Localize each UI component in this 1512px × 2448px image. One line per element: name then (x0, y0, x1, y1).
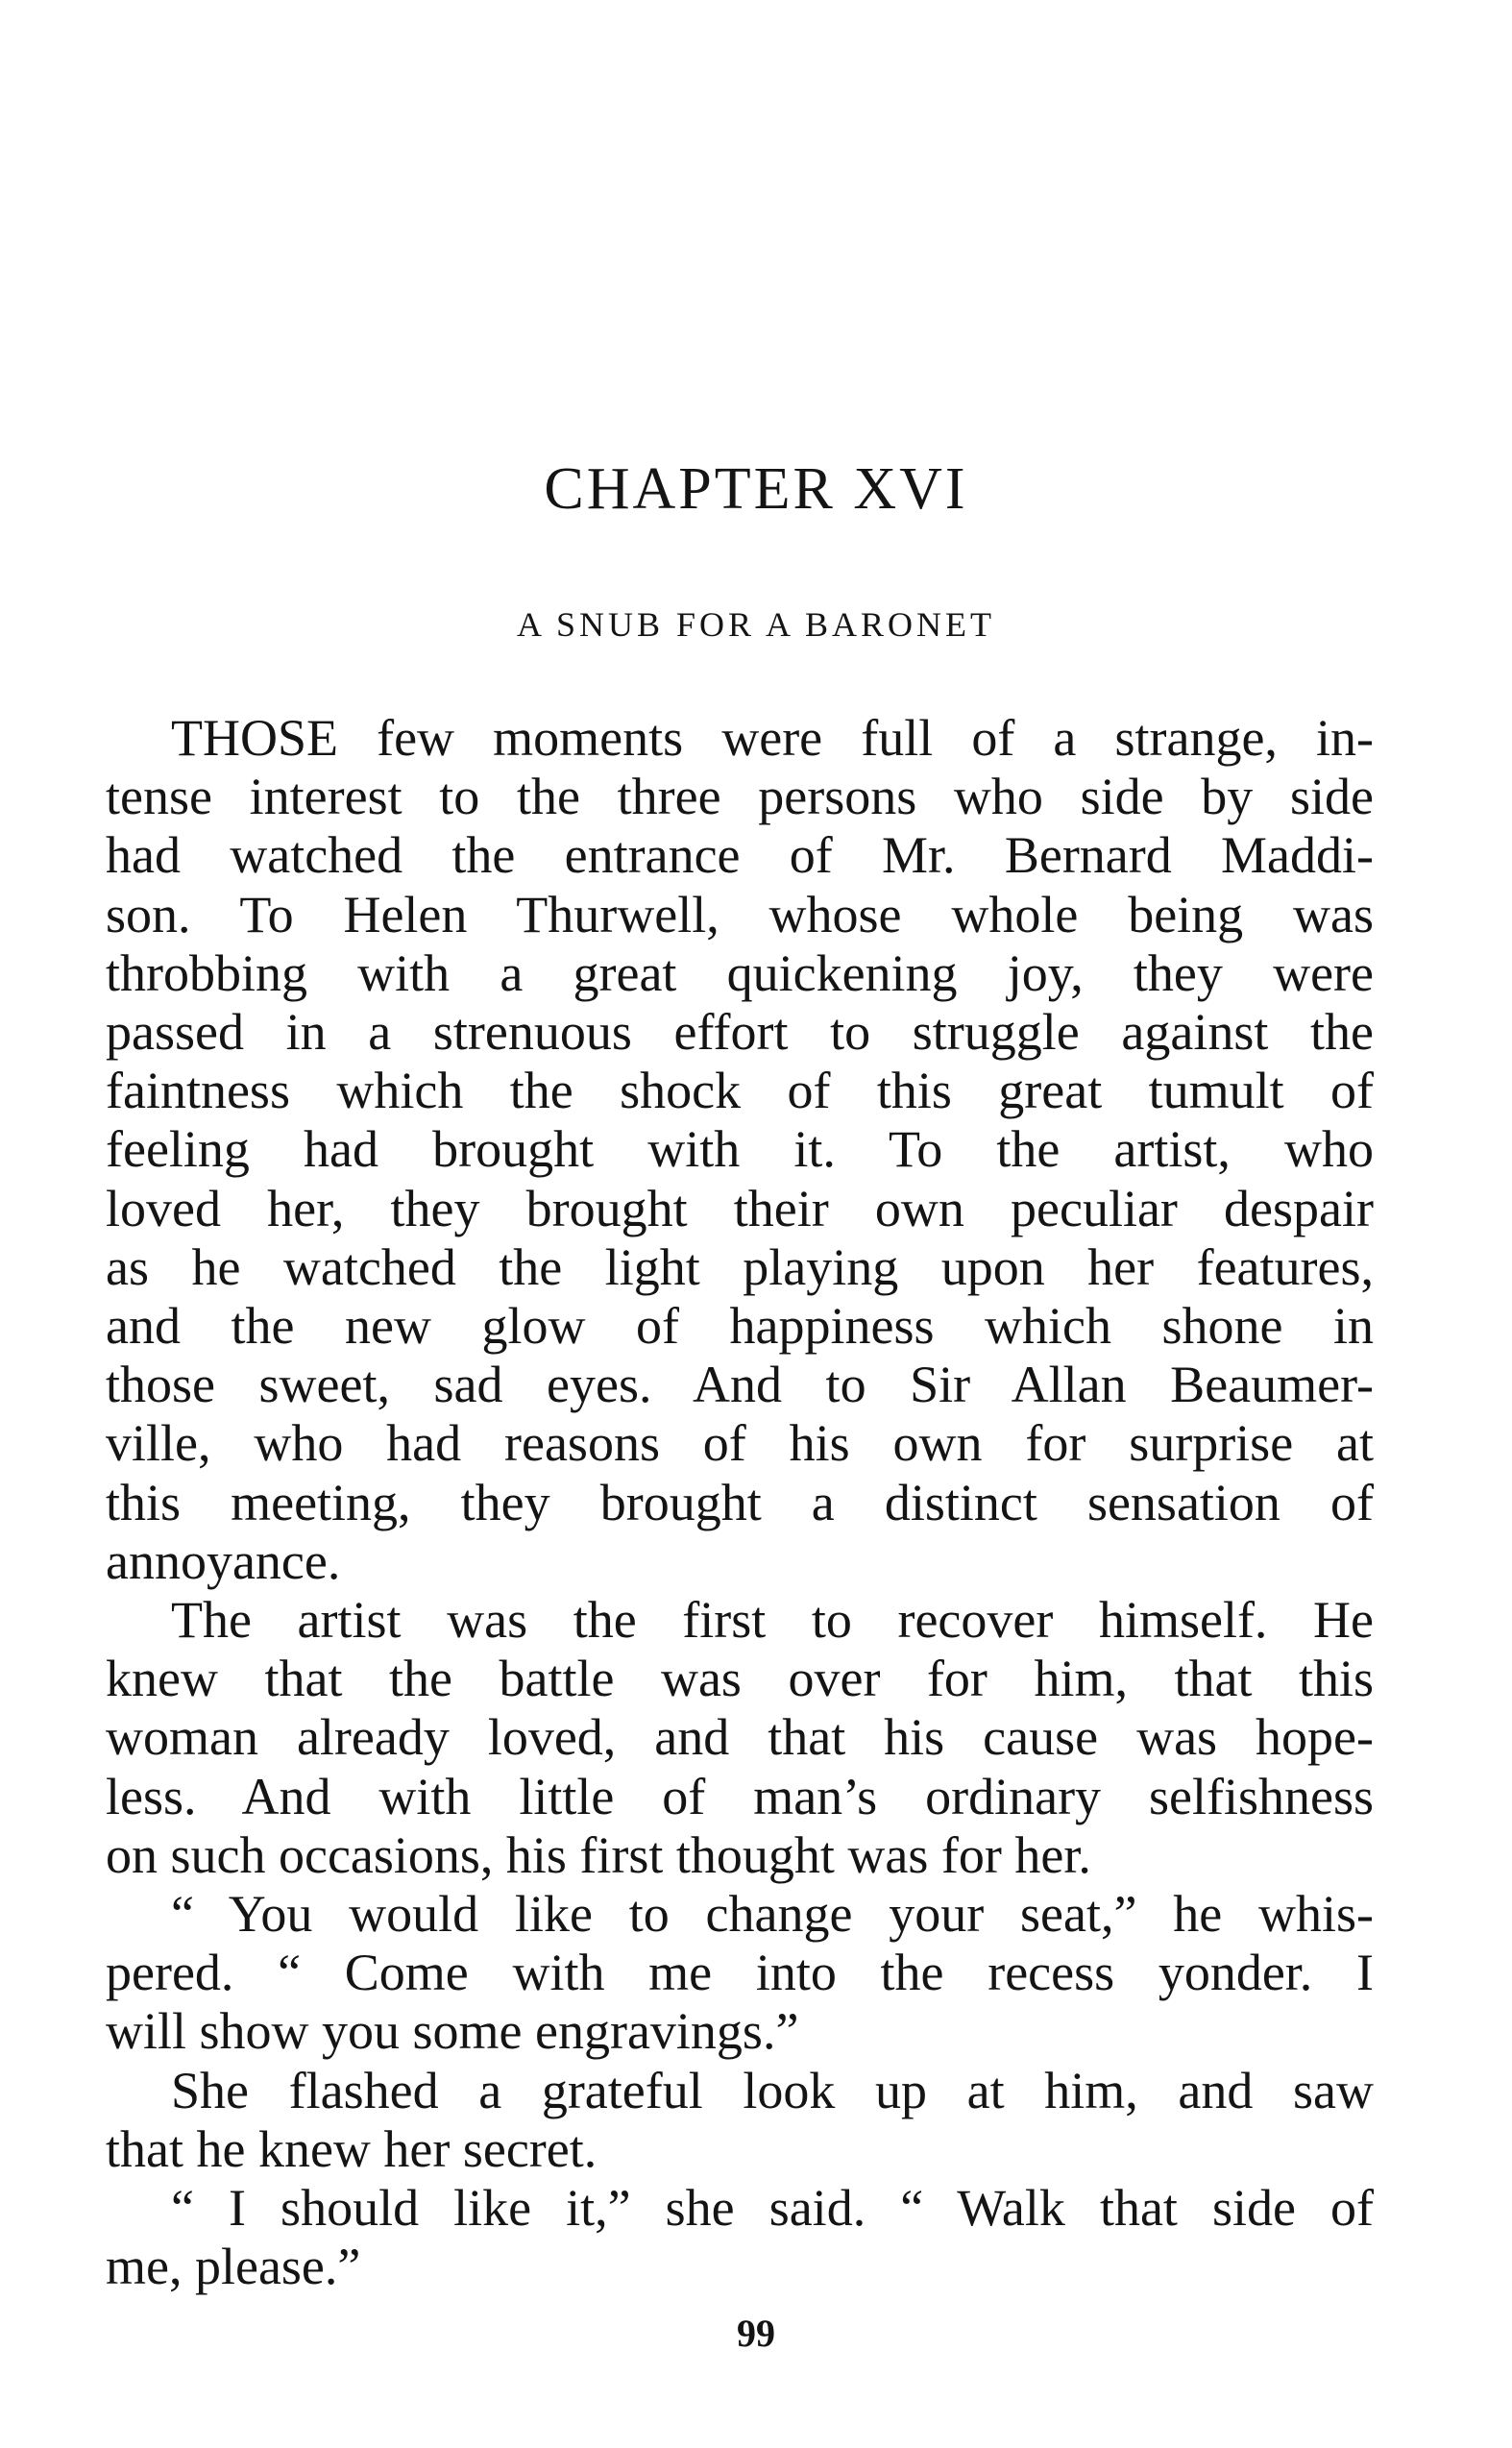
text-line: that he knew her secret. (106, 2119, 597, 2178)
text-line: this meeting, they brought a distinct sensation of (106, 1473, 1374, 1531)
text-line: will show you some engravings.” (106, 2002, 799, 2061)
paragraph (106, 2062, 1374, 2179)
text-line: annoyance. (106, 1531, 341, 1590)
paragraph (106, 1591, 1374, 1885)
paragraph (106, 2179, 1374, 2296)
text-line: had watched the entrance of Mr. Bernard Maddi- (106, 826, 1374, 885)
text-line: pered. “ Come with me into the recess yonder. I (106, 1944, 1374, 2002)
text-line: me, please.” (106, 2238, 361, 2296)
text-line: throbbing with a great quickening joy, they were (106, 943, 1374, 1002)
text-line: “ You would like to change your seat,” he whis- (171, 1885, 1374, 1944)
text-line: The artist was the first to recover himself. He (171, 1591, 1374, 1650)
text-line: loved her, they brought their own peculiar despair (106, 1179, 1374, 1237)
page-number: 99 (737, 2312, 775, 2355)
chapter-subtitle: A SNUB FOR A BARONET (516, 605, 996, 644)
paragraph (106, 1885, 1374, 2062)
text-line: ville, who had reasons of his own for surprise at (106, 1414, 1374, 1473)
text-line: She flashed a grateful look up at him, and saw (171, 2061, 1374, 2119)
text-line: feeling had brought with it. To the artist, who (106, 1120, 1374, 1179)
text-line: as he watched the light playing upon her features, (106, 1237, 1374, 1296)
text-line: knew that the battle was over for him, that this (106, 1650, 1374, 1708)
text-line: less. And with little of man’s ordinary selfishness (106, 1767, 1374, 1825)
text-line: passed in a strenuous effort to struggle against the (106, 1003, 1374, 1062)
text-line: on such occasions, his first thought was for her. (106, 1825, 1091, 1884)
chapter-title: CHAPTER XVI (544, 456, 968, 522)
text-line: “ I should like it,” she said. “ Walk that side of (171, 2179, 1374, 2238)
text-line: faintness which the shock of this great tumult of (106, 1062, 1374, 1120)
body-text (106, 709, 1374, 2296)
text-line: and the new glow of happiness which shone in (106, 1297, 1374, 1356)
text-line: those sweet, sad eyes. And to Sir Allan Beaumer- (106, 1356, 1374, 1414)
text-line: tense interest to the three persons who side by side (106, 768, 1374, 826)
paragraph (106, 709, 1374, 1591)
text-line: THOSE few moments were full of a strange, in- (171, 709, 1374, 767)
text-line: son. To Helen Thurwell, whose whole being was (106, 885, 1374, 943)
text-line: woman already loved, and that his cause was hope- (106, 1708, 1374, 1767)
